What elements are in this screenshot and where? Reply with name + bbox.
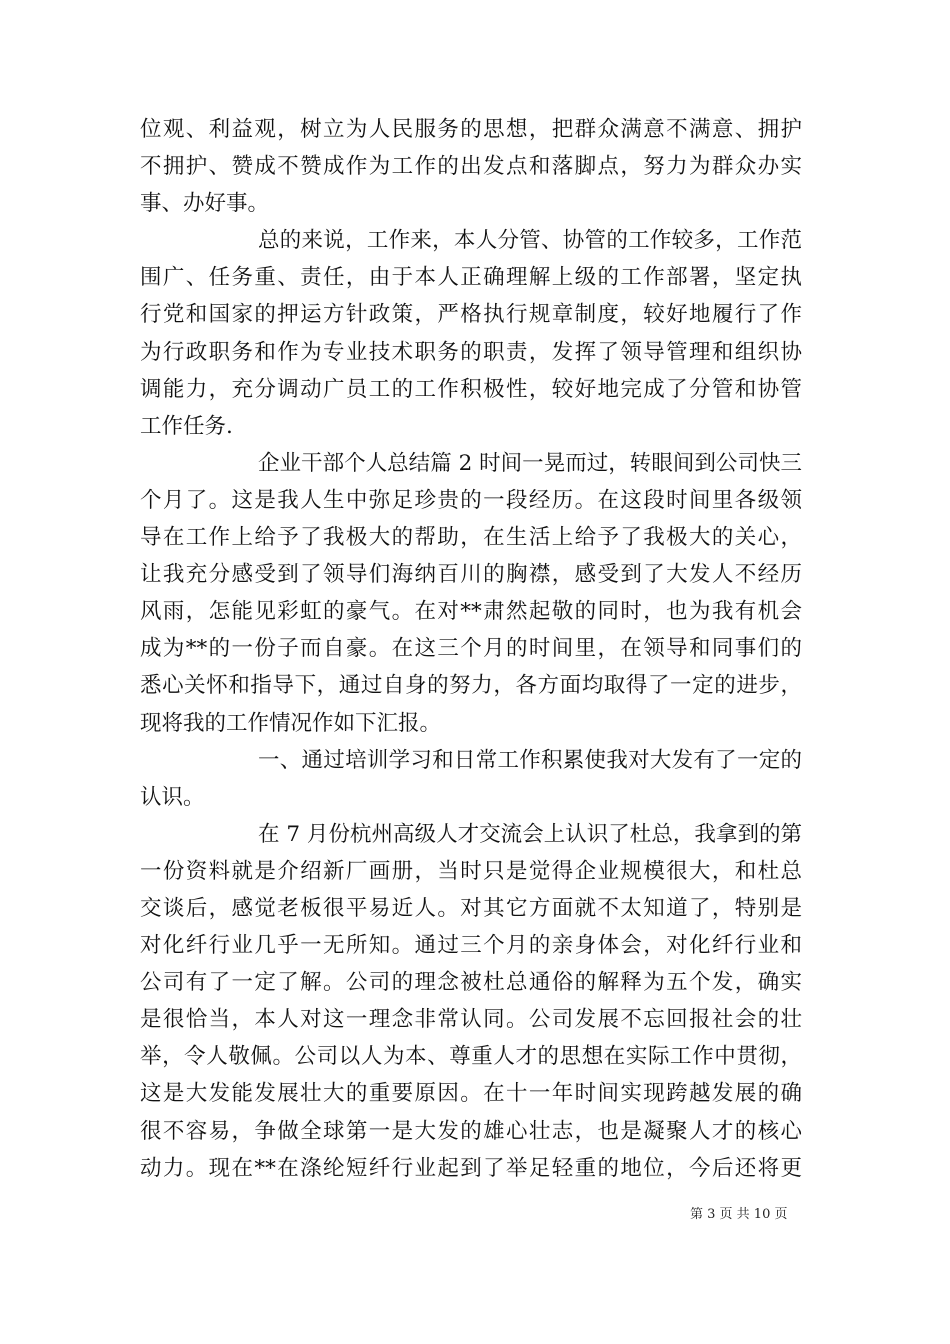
- text-line: 事、办好事。: [140, 191, 270, 217]
- paragraph: [140, 742, 802, 816]
- text-line: 动力。现在**在涤纶短纤行业起到了举足轻重的地位，今后还将更: [140, 1155, 802, 1181]
- text-line: 公司有了一定了解。公司的理念被杜总通俗的解释为五个发，确实: [140, 970, 802, 996]
- document-body: [140, 111, 802, 1187]
- text-line: 一份资料就是介绍新厂画册，当时只是觉得企业规模很大，和杜总: [140, 858, 802, 884]
- text-line: 行党和国家的押运方针政策，严格执行规章制度，较好地履行了作: [140, 302, 802, 328]
- paragraph: [140, 816, 802, 1187]
- text-line: 企业干部个人总结篇 2 时间一晃而过，转眼间到公司快三: [258, 450, 802, 476]
- text-line: 现将我的工作情况作如下汇报。: [140, 710, 442, 736]
- text-line: 位观、利益观，树立为人民服务的思想，把群众满意不满意、拥护: [140, 117, 802, 142]
- text-line: 导在工作上给予了我极大的帮助，在生活上给予了我极大的关心，: [140, 525, 802, 551]
- text-line: 举，令人敬佩。公司以人为本、尊重人才的思想在实际工作中贯彻，: [140, 1044, 802, 1070]
- text-line: 是很恰当，本人对这一理念非常认同。公司发展不忘回报社会的壮: [140, 1007, 802, 1033]
- text-line: 风雨，怎能见彩虹的豪气。在对**肃然起敬的同时，也为我有机会: [140, 599, 802, 625]
- paragraph: [140, 111, 802, 222]
- text-line: 让我充分感受到了领导们海纳百川的胸襟，感受到了大发人不经历: [140, 562, 802, 588]
- text-line: 围广、任务重、责任，由于本人正确理解上级的工作部署，坚定执: [140, 265, 802, 291]
- text-line: 不拥护、赞成不赞成作为工作的出发点和落脚点，努力为群众办实: [140, 154, 802, 180]
- text-line: 为行政职务和作为专业技术职务的职责，发挥了领导管理和组织协: [140, 339, 802, 365]
- text-line: 个月了。这是我人生中弥足珍贵的一段经历。在这段时间里各级领: [140, 487, 802, 513]
- text-line: 交谈后，感觉老板很平易近人。对其它方面就不太知道了，特别是: [140, 895, 802, 921]
- text-line: 一、通过培训学习和日常工作积累使我对大发有了一定的: [258, 747, 802, 773]
- text-line: 很不容易，争做全球第一是大发的雄心壮志，也是凝聚人才的核心: [140, 1118, 802, 1144]
- text-line: 悉心关怀和指导下，通过自身的努力，各方面均取得了一定的进步，: [140, 673, 802, 699]
- text-line: 在 7 月份杭州高级人才交流会上认识了杜总，我拿到的第: [258, 821, 802, 847]
- page-number-footer: 第 3 页 共 10 页: [690, 1207, 788, 1222]
- paragraph: [140, 445, 802, 742]
- text-line: 调能力，充分调动广员工的工作积极性，较好地完成了分管和协管: [140, 376, 802, 402]
- text-line: 认识。: [140, 784, 205, 810]
- text-line: 工作任务.: [140, 413, 233, 439]
- text-line: 这是大发能发展壮大的重要原因。在十一年时间实现跨越发展的确: [140, 1081, 802, 1107]
- text-line: 成为**的一份子而自豪。在这三个月的时间里，在领导和同事们的: [140, 636, 802, 662]
- text-line: 总的来说，工作来，本人分管、协管的工作较多，工作范: [258, 228, 802, 254]
- text-line: 对化纤行业几乎一无所知。通过三个月的亲身体会，对化纤行业和: [140, 933, 802, 959]
- paragraph: [140, 222, 802, 445]
